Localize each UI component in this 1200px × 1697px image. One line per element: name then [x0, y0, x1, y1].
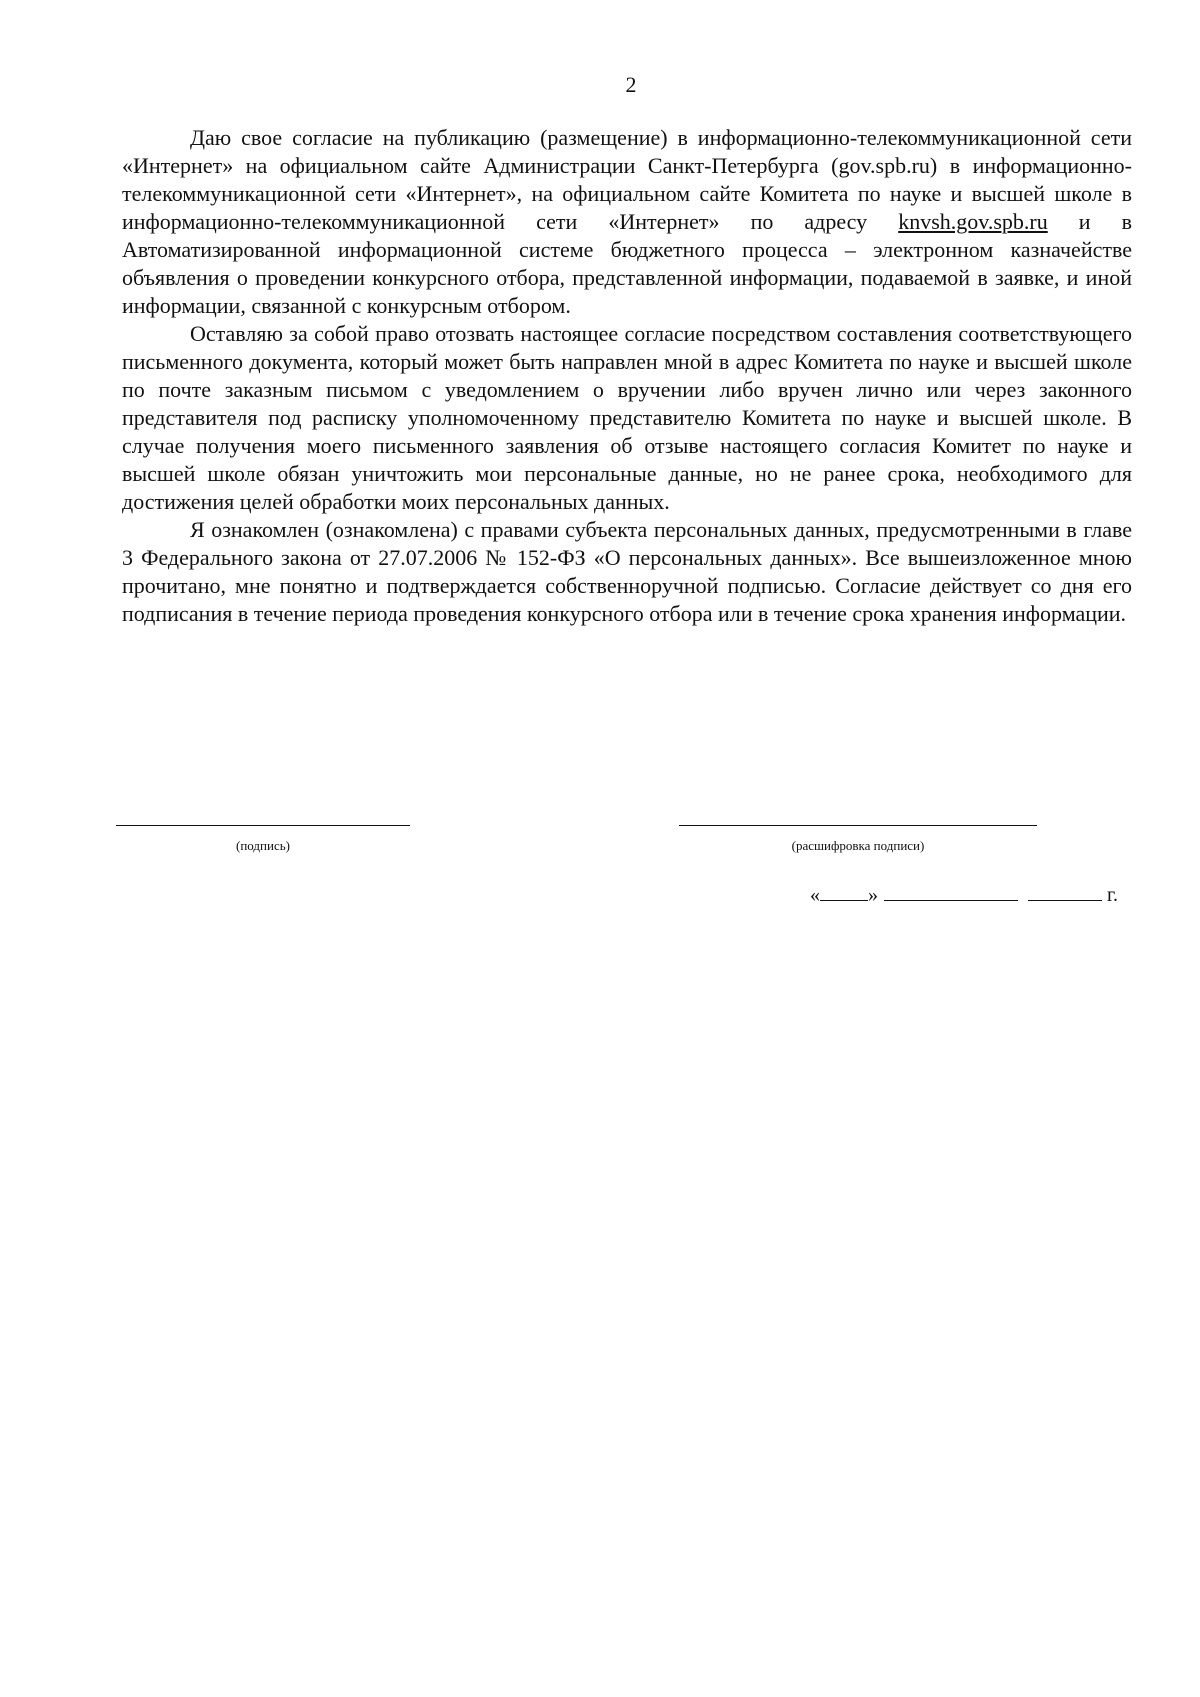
date-year-blank	[1028, 882, 1102, 901]
paragraph-text: Даю свое согласие на публикацию (размещение) в информационно-телекоммуникационной сети «Интернет» на официальном сайте Администрации Санкт-Петербурга (gov.spb.ru) в информационно-телекоммуникационной сети «Интернет», на официальном сайте Комитета по науке и высшей школе в информационно-телекоммуникационной сети «Интернет» по адресу	[122, 125, 1132, 234]
signature-decoding-caption: (расшифровка подписи)	[791, 838, 925, 853]
paragraph-publication-consent	[122, 124, 1132, 320]
paragraph-text: и в Автоматизированной информационной системе бюджетного процесса – электронном казначействе объявления о проведении конкурсного отбора, представленной информации, подаваемой в заявке, и иной информации, связанной с конкурсным отбором.	[122, 209, 1132, 318]
date-open-quote: «	[810, 884, 820, 906]
date-year-suffix: г.	[1107, 884, 1118, 906]
paragraph-acknowledgement: Я ознакомлен (ознакомлена) с правами субъекта персональных данных, предусмотренными в главе 3 Федерального закона от 27.07.2006 № 152-ФЗ «О персональных данных». Все вышеизложенное мною прочитано, мне понятно и подтверждается собственноручной подписью. Согласие действует со дня его подписания в течение периода проведения конкурсного отбора или в течение срока хранения информации.	[122, 517, 1132, 626]
date-day-blank	[820, 882, 868, 901]
date-close-quote: »	[868, 884, 878, 906]
signature-caption: (подпись)	[236, 838, 290, 853]
signature-line	[116, 825, 410, 826]
page-number: 2	[625, 72, 637, 97]
signature-decoding-line	[679, 825, 1037, 826]
date-month-blank	[884, 882, 1018, 901]
paragraph-revocation-right: Оставляю за собой право отозвать настоящее согласие посредством составления соответствующего письменного документа, который может быть направлен мной в адрес Комитета по науке и высшей школе по почте заказным письмом с уведомлением о вручении либо вручен лично или через законного представителя под расписку уполномоченному представителю Комитета по науке и высшей школе. В случае получения моего письменного заявления об отзыве настоящего согласия Комитет по науке и высшей школе обязан уничтожить мои персональные данные, но не ранее срока, необходимого для достижения целей обработки моих персональных данных.	[122, 321, 1132, 514]
knvsh-link[interactable]: knvsh.gov.spb.ru	[898, 209, 1048, 234]
consent-text	[122, 124, 1132, 628]
date-field	[810, 882, 1140, 907]
